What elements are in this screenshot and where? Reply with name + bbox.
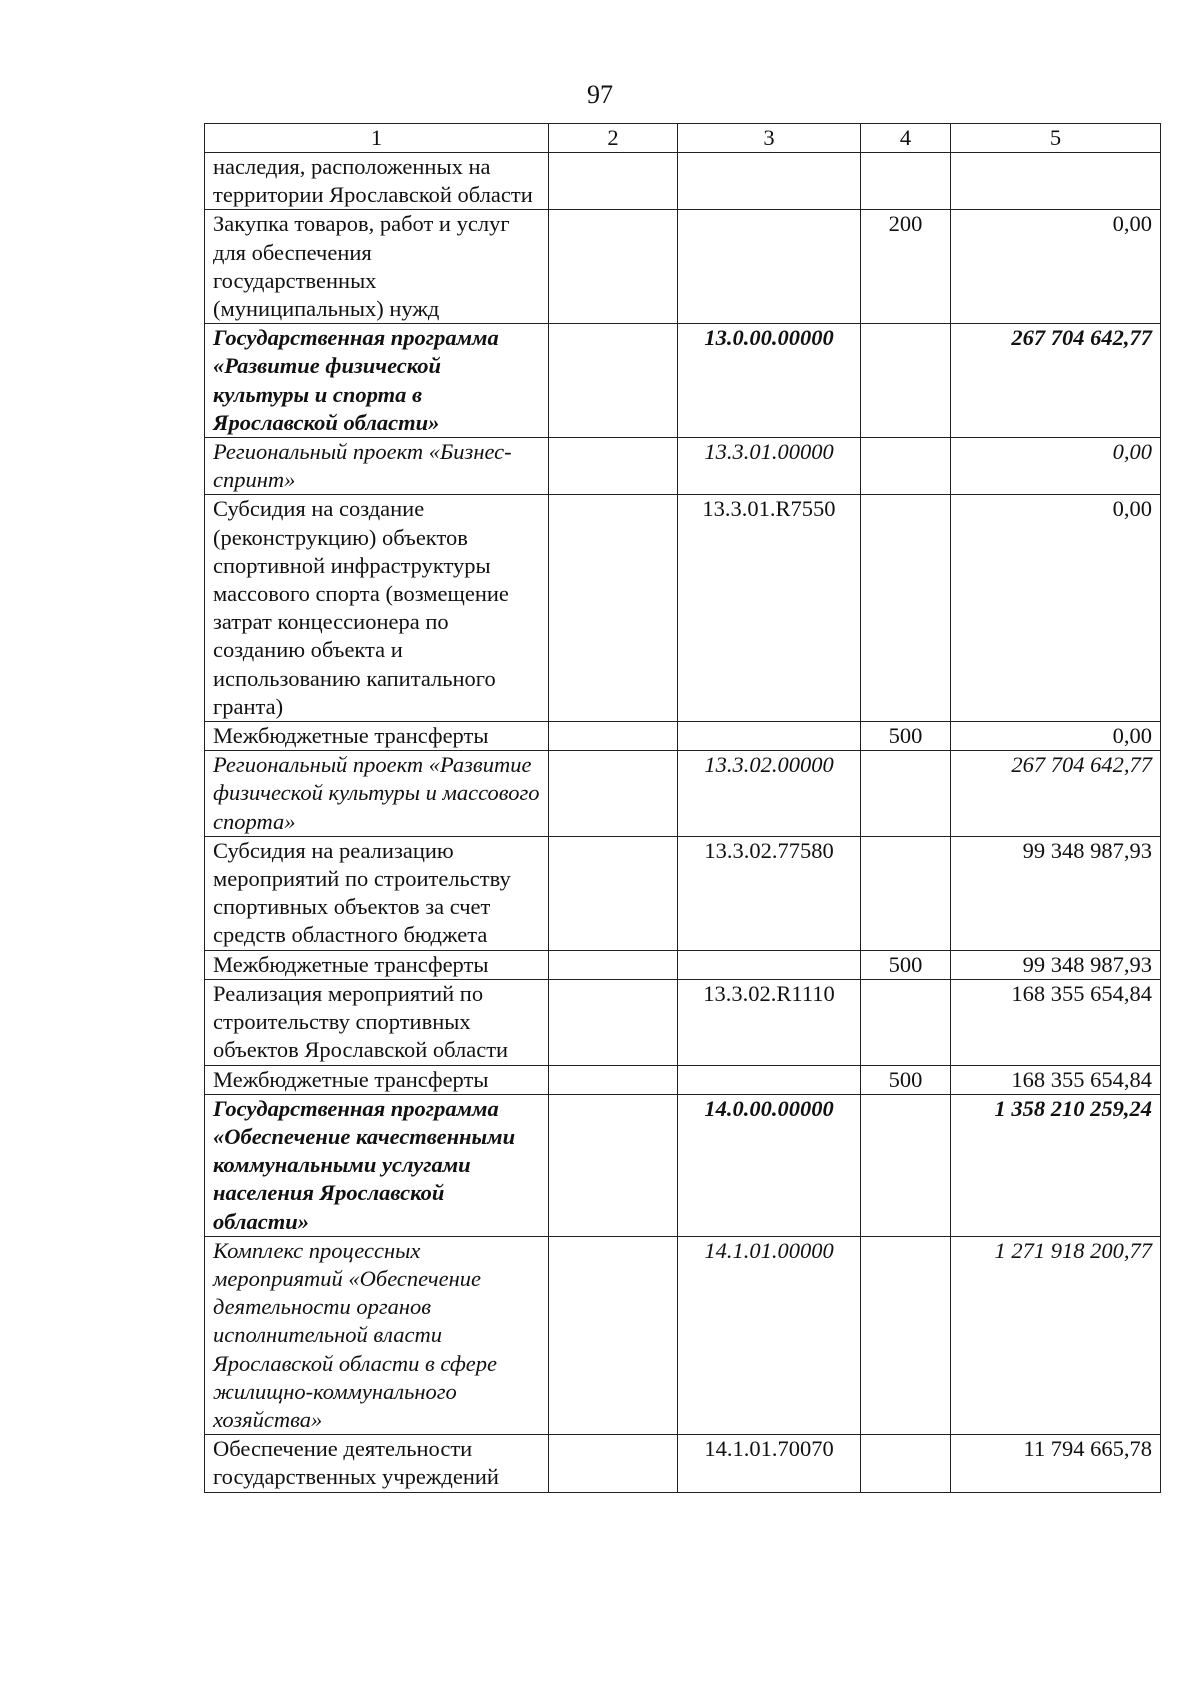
row-kind-cell: 500 [861, 950, 951, 979]
table-row [205, 751, 1161, 837]
row-kind-cell [861, 1094, 951, 1236]
row-name-cell: Комплекс процессных мероприятий «Обеспечение деятельности органов исполнительной власти Ярославской области в сфере жилищно-коммунального хозяйства» [205, 1236, 549, 1434]
row-amount-cell: 99 348 987,93 [951, 950, 1161, 979]
header-col-4: 4 [861, 124, 951, 153]
row-col2-cell [549, 495, 678, 722]
table-row [205, 1094, 1161, 1236]
table-row [205, 1065, 1161, 1094]
row-code-cell [678, 210, 861, 324]
row-kind-cell [861, 1236, 951, 1434]
row-name-cell: Закупка товаров, работ и услуг для обеспечения государственных (муниципальных) нужд [205, 210, 549, 324]
row-code-cell: 13.3.01.00000 [678, 438, 861, 495]
table-row [205, 1236, 1161, 1434]
table-row [205, 210, 1161, 324]
table-row [205, 153, 1161, 210]
row-name-cell: Региональный проект «Развитие физической культуры и массового спорта» [205, 751, 549, 837]
row-col2-cell [549, 1435, 678, 1492]
row-amount-cell: 0,00 [951, 438, 1161, 495]
row-name-cell: Обеспечение деятельности государственных учреждений [205, 1435, 549, 1492]
row-name-cell: Межбюджетные трансферты [205, 950, 549, 979]
row-col2-cell [549, 950, 678, 979]
row-code-cell: 13.3.02.77580 [678, 836, 861, 950]
row-name-cell: Субсидия на реализацию мероприятий по строительству спортивных объектов за счет средств областного бюджета [205, 836, 549, 950]
header-col-5: 5 [951, 124, 1161, 153]
row-amount-cell: 1 271 918 200,77 [951, 1236, 1161, 1434]
row-col2-cell [549, 751, 678, 837]
row-name-cell: Государственная программа «Развитие физической культуры и спорта в Ярославской области» [205, 324, 549, 438]
page-number: 97 [587, 80, 613, 109]
row-col2-cell [549, 153, 678, 210]
row-kind-cell [861, 438, 951, 495]
header-row [205, 124, 1161, 153]
table-row [205, 324, 1161, 438]
row-kind-cell: 200 [861, 210, 951, 324]
row-col2-cell [549, 1065, 678, 1094]
row-code-cell [678, 722, 861, 751]
row-amount-cell: 267 704 642,77 [951, 324, 1161, 438]
table-row [205, 979, 1161, 1065]
row-kind-cell [861, 979, 951, 1065]
row-name-cell: наследия, расположенных на территории Ярославской области [205, 153, 549, 210]
row-code-cell: 13.3.01.R7550 [678, 495, 861, 722]
row-name-cell: Межбюджетные трансферты [205, 1065, 549, 1094]
row-code-cell: 13.3.02.00000 [678, 751, 861, 837]
table-row [205, 722, 1161, 751]
row-amount-cell [951, 153, 1161, 210]
row-name-cell: Региональный проект «Бизнес-спринт» [205, 438, 549, 495]
row-col2-cell [549, 438, 678, 495]
row-code-cell [678, 153, 861, 210]
row-col2-cell [549, 1094, 678, 1236]
row-code-cell: 14.1.01.70070 [678, 1435, 861, 1492]
row-name-cell: Субсидия на создание (реконструкцию) объектов спортивной инфраструктуры массового спорта (возмещение затрат концессионера по созданию объекта и использованию капитального гранта) [205, 495, 549, 722]
row-amount-cell: 0,00 [951, 495, 1161, 722]
table-row [205, 1435, 1161, 1492]
row-amount-cell: 11 794 665,78 [951, 1435, 1161, 1492]
row-code-cell: 14.1.01.00000 [678, 1236, 861, 1434]
table-row [205, 950, 1161, 979]
row-code-cell: 13.3.02.R1110 [678, 979, 861, 1065]
header-col-3: 3 [678, 124, 861, 153]
row-col2-cell [549, 1236, 678, 1434]
row-code-cell [678, 1065, 861, 1094]
table-body [205, 153, 1161, 1493]
row-col2-cell [549, 979, 678, 1065]
row-code-cell: 13.0.00.00000 [678, 324, 861, 438]
row-name-cell: Реализация мероприятий по строительству спортивных объектов Ярославской области [205, 979, 549, 1065]
row-kind-cell [861, 495, 951, 722]
row-amount-cell: 99 348 987,93 [951, 836, 1161, 950]
row-code-cell: 14.0.00.00000 [678, 1094, 861, 1236]
row-amount-cell: 0,00 [951, 210, 1161, 324]
table-row [205, 495, 1161, 722]
budget-table [204, 123, 1161, 1493]
row-amount-cell: 168 355 654,84 [951, 979, 1161, 1065]
row-kind-cell [861, 1435, 951, 1492]
row-col2-cell [549, 722, 678, 751]
table-row [205, 836, 1161, 950]
row-col2-cell [549, 324, 678, 438]
row-amount-cell: 168 355 654,84 [951, 1065, 1161, 1094]
row-name-cell: Государственная программа «Обеспечение качественными коммунальными услугами населения Ярославской области» [205, 1094, 549, 1236]
header-col-2: 2 [549, 124, 678, 153]
row-kind-cell [861, 324, 951, 438]
row-kind-cell [861, 836, 951, 950]
row-code-cell [678, 950, 861, 979]
row-col2-cell [549, 210, 678, 324]
row-amount-cell: 1 358 210 259,24 [951, 1094, 1161, 1236]
row-amount-cell: 0,00 [951, 722, 1161, 751]
row-kind-cell [861, 751, 951, 837]
row-amount-cell: 267 704 642,77 [951, 751, 1161, 837]
table-row [205, 438, 1161, 495]
row-col2-cell [549, 836, 678, 950]
row-name-cell: Межбюджетные трансферты [205, 722, 549, 751]
row-kind-cell [861, 153, 951, 210]
row-kind-cell: 500 [861, 722, 951, 751]
row-kind-cell: 500 [861, 1065, 951, 1094]
header-col-1: 1 [205, 124, 549, 153]
